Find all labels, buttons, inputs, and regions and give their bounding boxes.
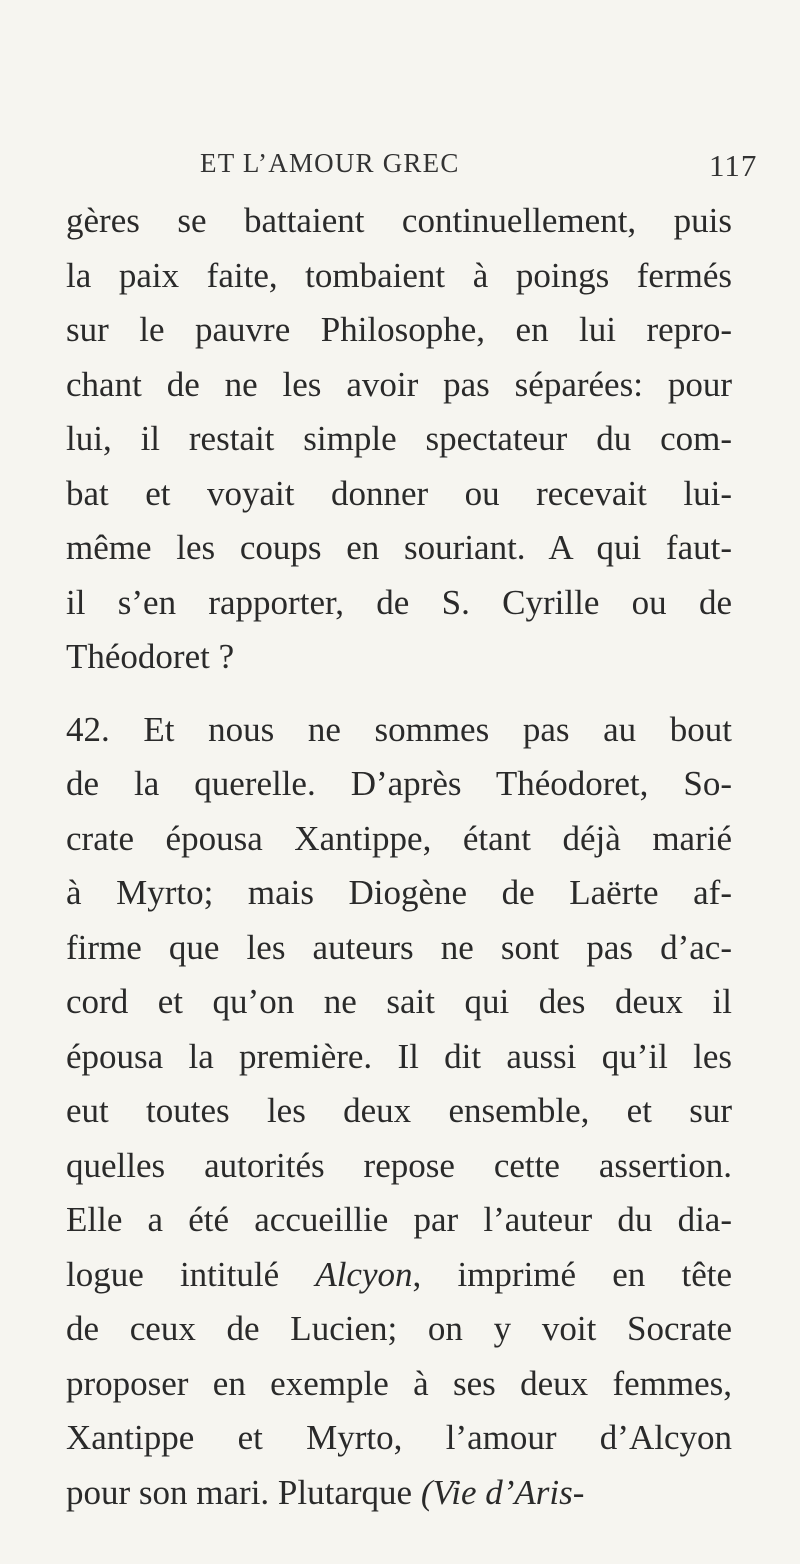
running-title: ET L’AMOUR GREC bbox=[200, 148, 460, 178]
text-line: épousa la première. Il dit aussi qu’il les bbox=[66, 1036, 732, 1076]
paragraph-1 bbox=[66, 194, 732, 685]
text-line: proposer en exemple à ses deux femmes, bbox=[66, 1363, 732, 1403]
text-line: Elle a été accueillie par l’auteur du dia- bbox=[66, 1200, 732, 1239]
text-fragment: , imprimé en tête bbox=[412, 1254, 732, 1294]
text-line: de ceux de Lucien; on y voit Socrate bbox=[66, 1309, 732, 1348]
text-line: quelles autorités repose cette assertion. bbox=[66, 1145, 732, 1185]
text-line: lui, il restait simple spectateur du com- bbox=[66, 419, 732, 458]
running-header bbox=[0, 148, 800, 188]
paragraph-2 bbox=[66, 703, 732, 1521]
text-fragment: logue intitulé bbox=[66, 1254, 316, 1294]
text-line: crate épousa Xantippe, étant déjà marié bbox=[66, 818, 732, 858]
body-text bbox=[66, 194, 732, 1520]
text-line: de la querelle. D’après Théodoret, So- bbox=[66, 764, 732, 803]
text-line: Xantippe et Myrto, l’amour d’Alcyon bbox=[66, 1418, 732, 1457]
text-line: même les coups en souriant. A qui faut- bbox=[66, 528, 732, 567]
text-line: gères se battaient continuellement, puis bbox=[66, 201, 732, 240]
text-line: bat et voyait donner ou recevait lui- bbox=[66, 473, 732, 513]
text-line: à Myrto; mais Diogène de Laërte af- bbox=[66, 873, 732, 912]
text-line: eut toutes les deux ensemble, et sur bbox=[66, 1091, 732, 1130]
text-line: la paix faite, tombaient à poings fermés bbox=[66, 255, 732, 295]
text-line-with-title bbox=[66, 1248, 732, 1303]
text-line: Théodoret ? bbox=[66, 637, 235, 676]
text-line: 42. Et nous ne sommes pas au bout bbox=[66, 709, 732, 749]
paragraph-gap bbox=[66, 685, 732, 703]
dialogue-title: Alcyon bbox=[315, 1254, 413, 1294]
text-line: cord et qu’on ne sait qui des deux il bbox=[66, 982, 732, 1021]
text-line: il s’en rapporter, de S. Cyrille ou de bbox=[66, 582, 732, 622]
work-reference: (Vie d’Aris- bbox=[420, 1472, 585, 1512]
text-line-with-reference bbox=[66, 1466, 732, 1521]
page-number: 117 bbox=[709, 148, 758, 183]
text-line: chant de ne les avoir pas séparées: pour bbox=[66, 364, 732, 404]
text-line: sur le pauvre Philosophe, en lui repro- bbox=[66, 310, 732, 349]
text-fragment: pour son mari. Plutarque bbox=[66, 1472, 421, 1512]
text-line: firme que les auteurs ne sont pas d’ac- bbox=[66, 927, 732, 967]
